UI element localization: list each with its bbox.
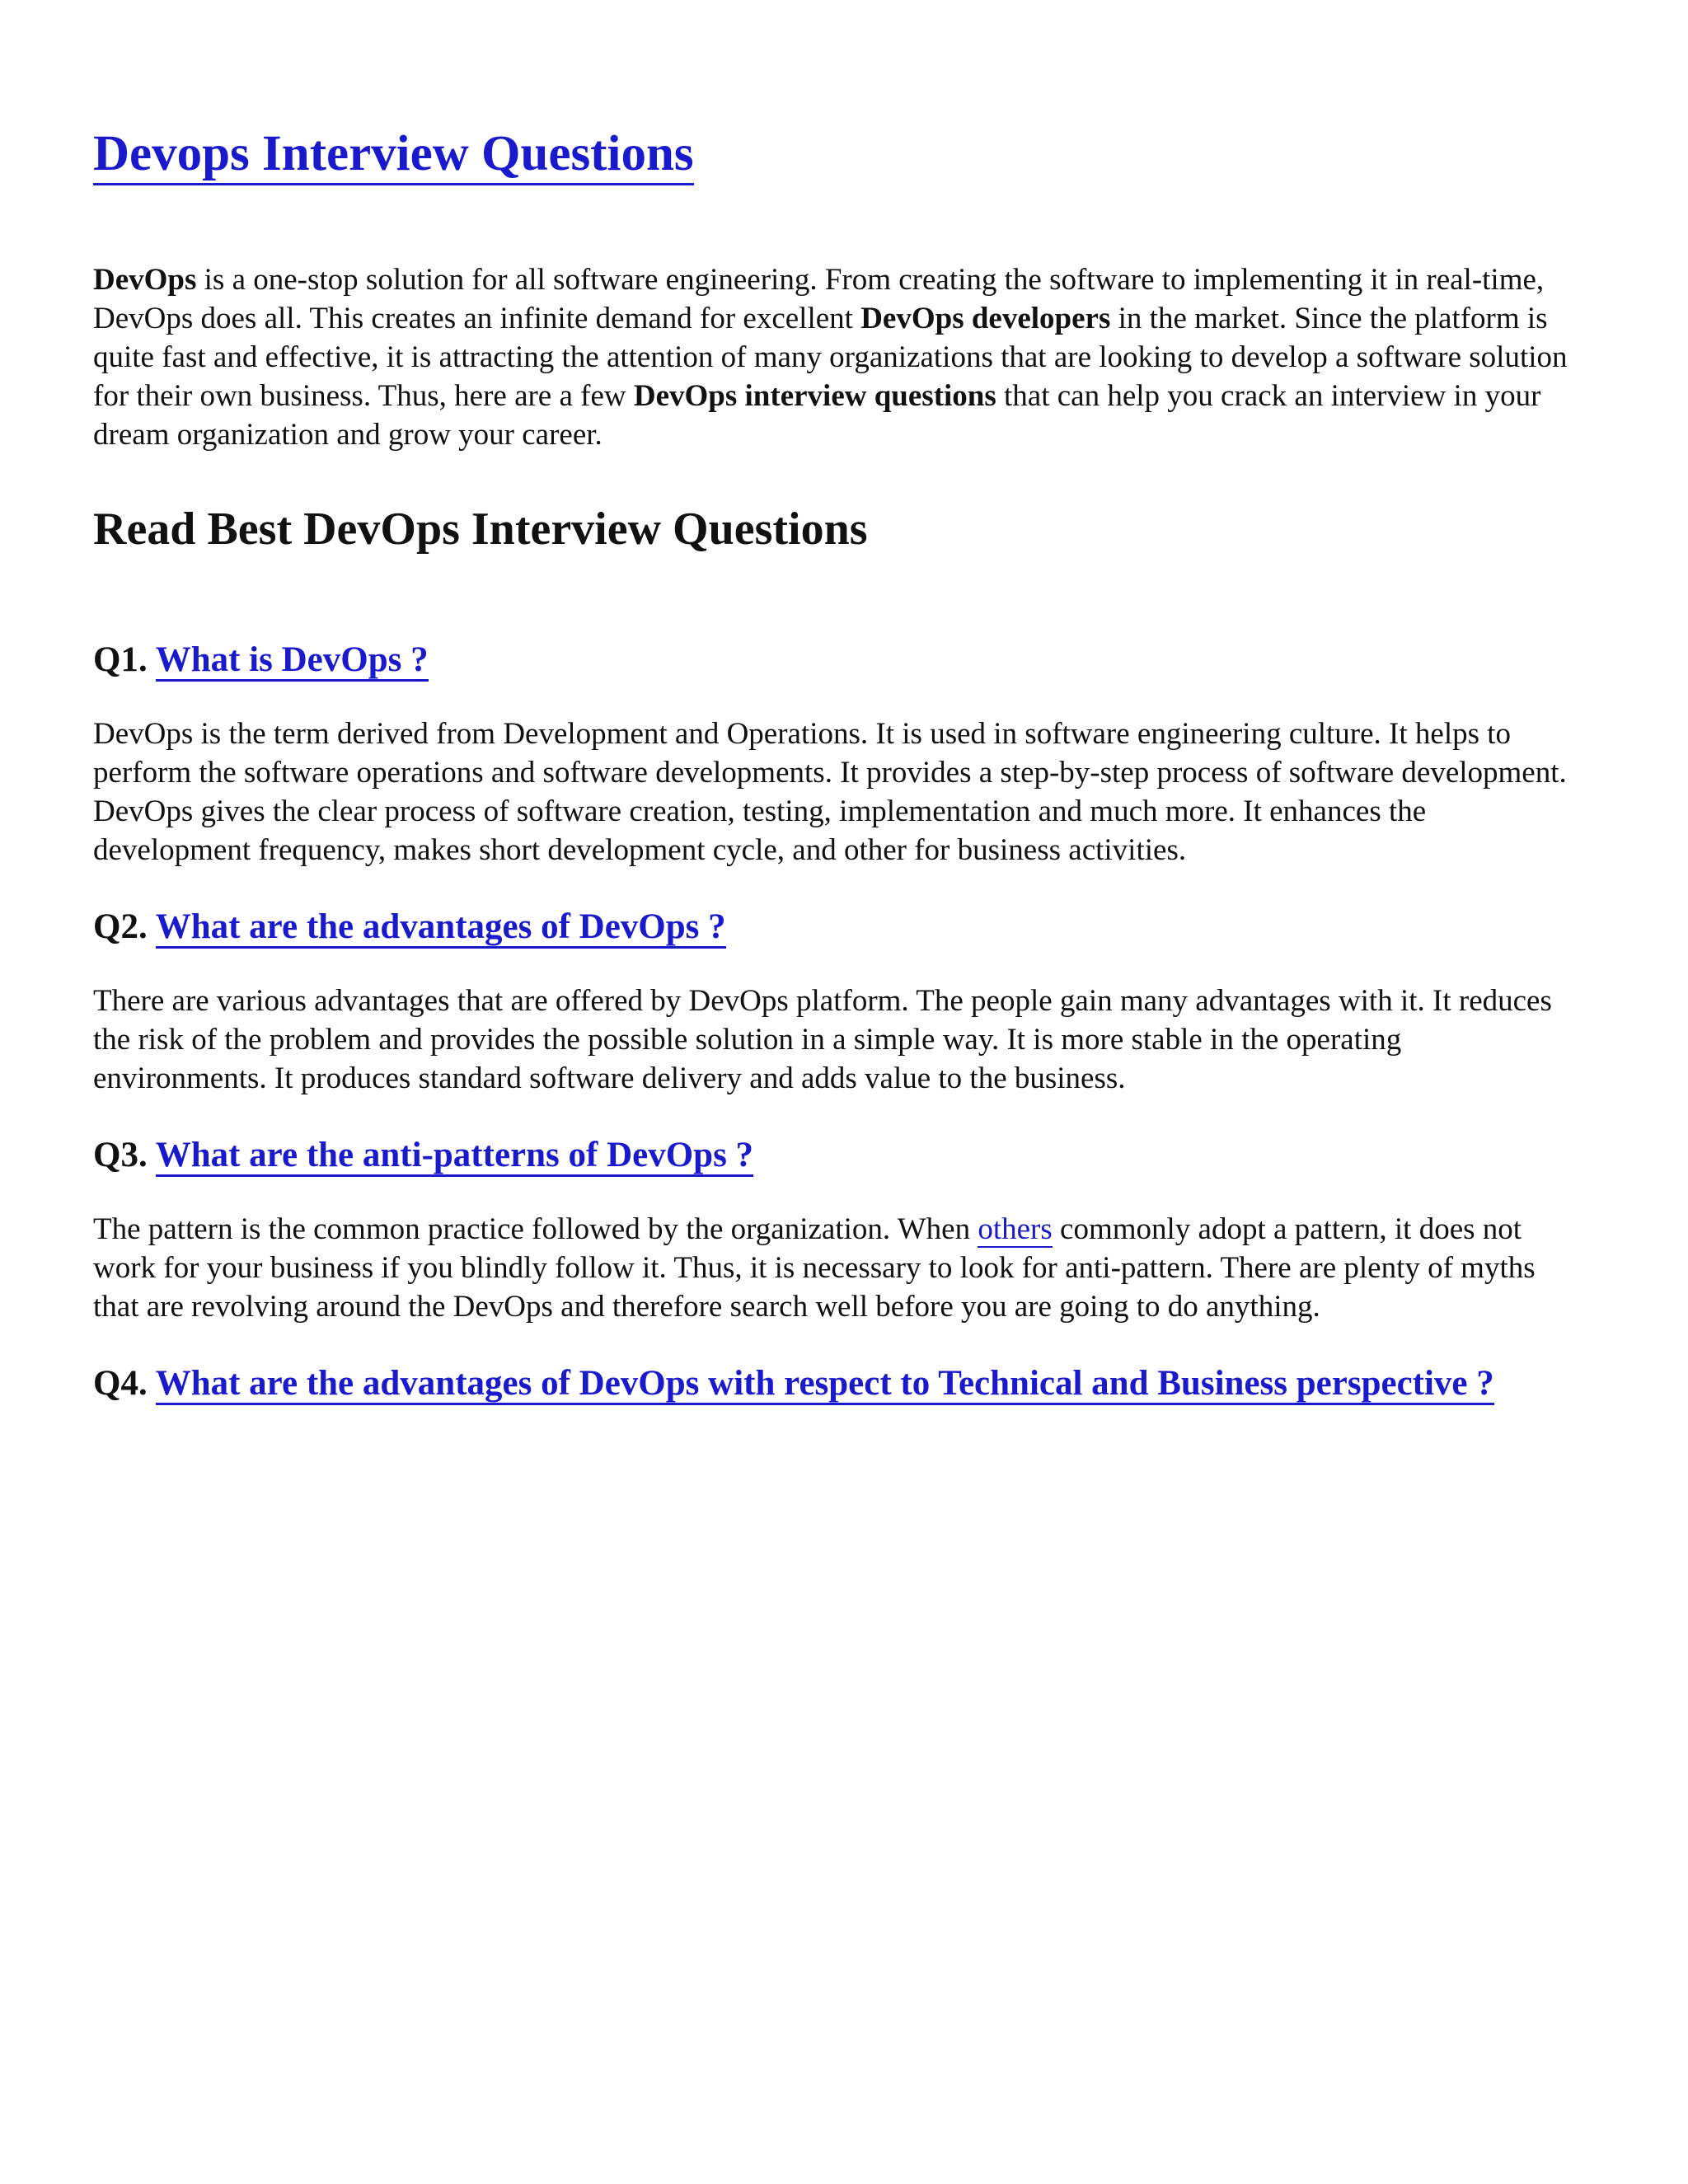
question-heading-q1 (93, 637, 1577, 683)
question-heading-q4 (93, 1361, 1577, 1407)
question-link-q4[interactable]: What are the advantages of DevOps with respect to Technical and Business perspective ? (156, 1364, 1494, 1405)
answer-paragraph-q3 (93, 1210, 1577, 1326)
intro-text-3: that can help you crack an interview in your dream organization and grow your career. (93, 379, 1541, 452)
page-title-link[interactable]: Devops Interview Questions (93, 126, 694, 185)
question-number: Q3. (93, 1136, 148, 1175)
answer-paragraph-q1: DevOps is the term derived from Development and Operations. It is used in software engineering culture. It helps to perform the software operations and software developments. It provides a step-by-step process of software development. DevOps gives the clear process of software creation, testing, implementation and much more. It enhances the development frequency, makes short development cycle, and other for business activities. (93, 717, 1567, 868)
document-page (93, 124, 1577, 1407)
intro-bold-interview-questions: DevOps interview questions (633, 379, 996, 414)
question-number: Q2. (93, 907, 148, 947)
question-number: Q1. (93, 640, 148, 680)
page-title (93, 124, 1577, 184)
answer-text-after: commonly adopt a pattern, it does not work for your business if you blindly follow it. Thus, it is necessary to look for anti-pattern. There are plenty of myths that are revolving around the DevOps and therefore search well before you are going to do anything. (93, 1212, 1536, 1324)
intro-paragraph (93, 260, 1577, 454)
intro-bold-devops-developers: DevOps developers (860, 302, 1111, 336)
others-link[interactable]: others (978, 1212, 1053, 1247)
intro-bold-devops: DevOps (93, 263, 197, 298)
section-heading: Read Best DevOps Interview Questions (93, 504, 868, 555)
answer-paragraph-q2: There are various advantages that are offered by DevOps platform. The people gain many advantages with it. It reduces the risk of the problem and provides the possible solution in a simple way. It is more stable in the operating environments. It produces standard software delivery and adds value to the business. (93, 984, 1552, 1096)
question-link-q2[interactable]: What are the advantages of DevOps ? (156, 907, 726, 949)
question-heading-q3 (93, 1132, 1577, 1179)
intro-text-1: is a one-stop solution for all software engineering. From creating the software to implementing it in real-time, DevOps does all. This creates an infinite demand for excellent (93, 263, 1545, 336)
question-link-q3[interactable]: What are the anti-patterns of DevOps ? (156, 1136, 753, 1177)
question-heading-q2 (93, 904, 1577, 950)
question-number: Q4. (93, 1364, 148, 1404)
question-link-q1[interactable]: What is DevOps ? (156, 640, 429, 682)
intro-text-2: in the market. Since the platform is quite fast and effective, it is attracting the attention of many organizations that are looking to develop a software solution for their own business. Thus, here are a few (93, 302, 1568, 414)
answer-text-before: The pattern is the common practice followed by the organization. When (93, 1212, 978, 1247)
